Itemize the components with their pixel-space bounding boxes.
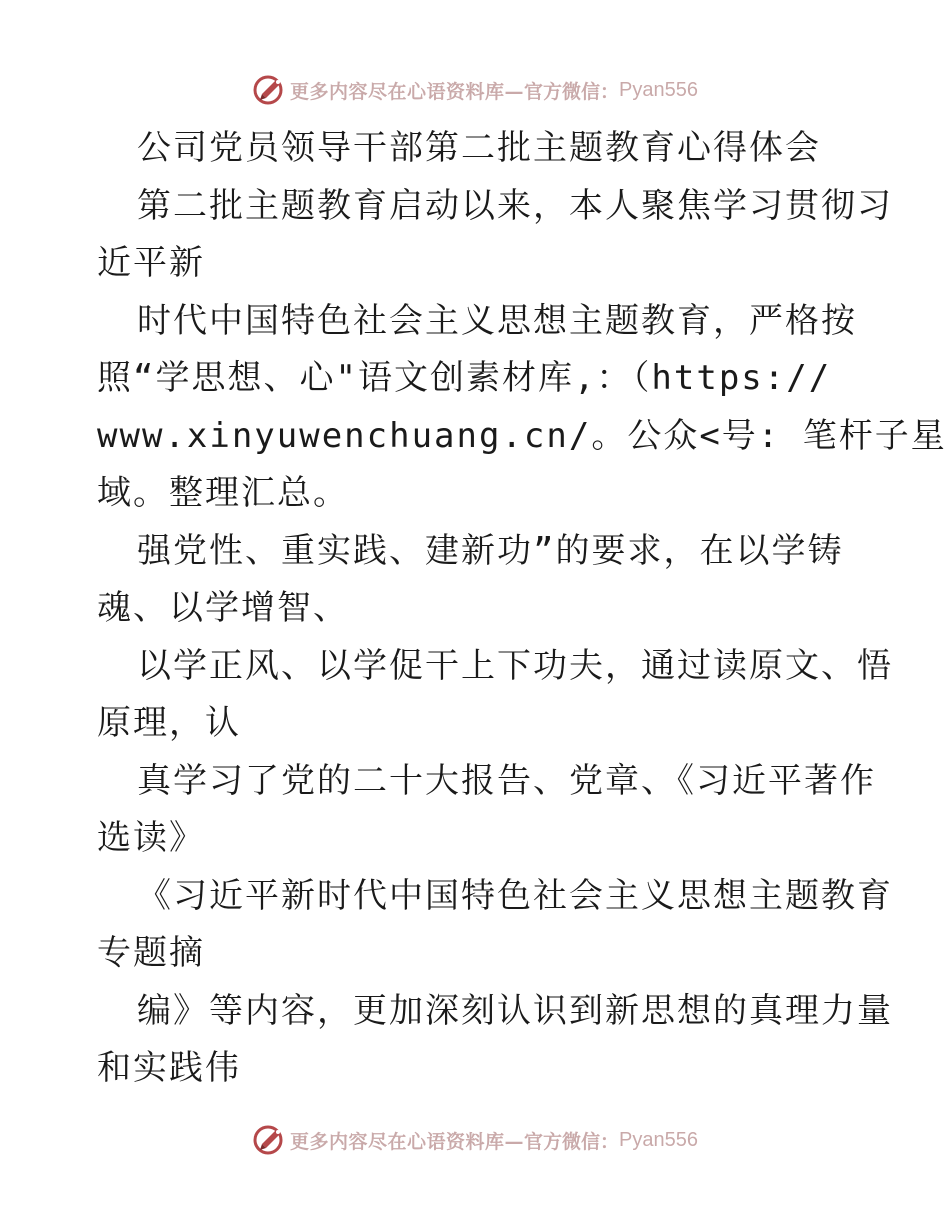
document-line: 第二批主题教育启动以来，本人聚焦学习贯彻习 xyxy=(137,185,893,226)
document-line: 编》等内容，更加深刻认识到新思想的真理力量 xyxy=(137,990,893,1031)
banner-wechat-label: 官方微信： xyxy=(524,80,620,103)
document-line: 近平新 xyxy=(97,243,205,283)
document-line: 原理，认 xyxy=(97,703,241,743)
document-line: 时代中国特色社会主义思想主题教育，严格按 xyxy=(137,300,857,341)
pen-logo-icon xyxy=(252,1122,288,1158)
header-banner xyxy=(0,70,950,110)
banner-wechat-label: 官方微信： xyxy=(524,1130,620,1153)
document-line: www.xinyuwenchuang.cn/。公众<号: 笔杆子星 xyxy=(97,415,947,456)
banner-text: 更多内容尽在心语资料库— xyxy=(290,1130,525,1153)
document-body xyxy=(97,120,947,1098)
banner-text: 更多内容尽在心语资料库— xyxy=(290,80,525,103)
banner-wechat-id: Pyan556 xyxy=(619,1128,698,1151)
document-line: 专题摘 xyxy=(97,933,205,973)
document-line: 以学正风、以学促干上下功夫，通过读原文、悟 xyxy=(137,645,893,686)
footer-banner xyxy=(0,1120,950,1160)
document-line: 真学习了党的二十大报告、党章、《习近平著作 xyxy=(137,760,876,801)
document-line: 魂、以学增智、 xyxy=(97,588,349,628)
document-line: 域。整理汇总。 xyxy=(97,473,349,513)
banner-wechat-id: Pyan556 xyxy=(619,78,698,101)
pen-logo-icon xyxy=(252,72,288,108)
document-line: 强党性、重实践、建新功”的要求，在以学铸 xyxy=(137,530,844,571)
document-line: 《习近平新时代中国特色社会主义思想主题教育 xyxy=(137,875,893,916)
document-line: 公司党员领导干部第二批主题教育心得体会 xyxy=(137,128,821,168)
document-line: 和实践伟 xyxy=(97,1048,241,1088)
document-line: 照“学思想、心"语文创素材库,：（https:// xyxy=(97,358,832,398)
document-line: 选读》 xyxy=(97,818,205,858)
